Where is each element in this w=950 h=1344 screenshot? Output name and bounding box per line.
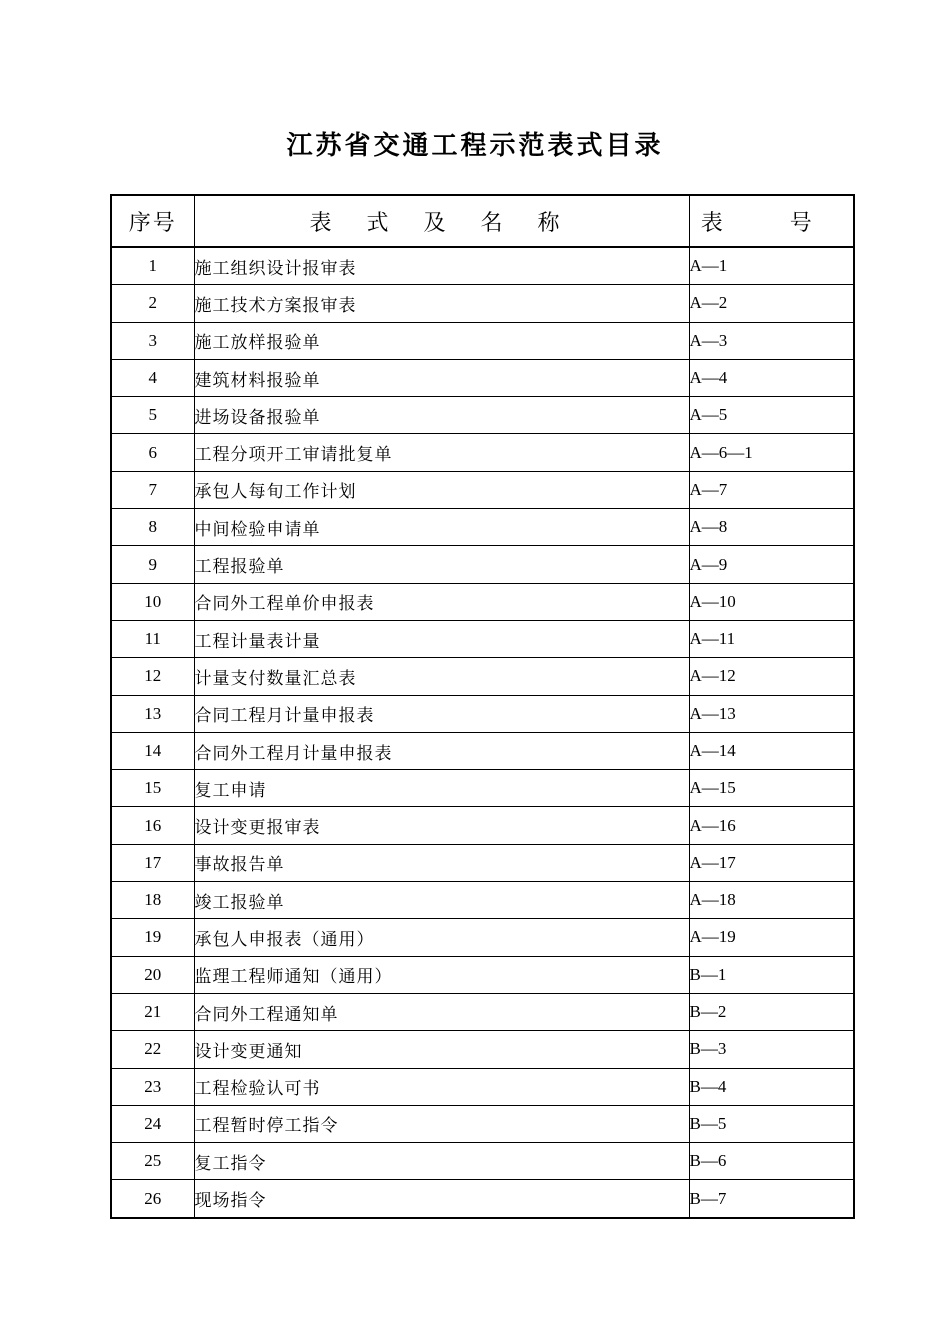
row-form-code: B—2	[689, 993, 854, 1030]
row-serial-number: 11	[111, 620, 194, 657]
row-serial-number: 2	[111, 285, 194, 322]
table-row	[111, 285, 854, 322]
row-form-name: 监理工程师通知（通用）	[194, 956, 689, 993]
table-row	[111, 397, 854, 434]
header-serial-number: 序号	[111, 195, 194, 247]
row-form-name: 施工技术方案报审表	[194, 285, 689, 322]
table-row	[111, 658, 854, 695]
row-serial-number: 26	[111, 1180, 194, 1218]
row-serial-number: 23	[111, 1068, 194, 1105]
row-form-code: A—10	[689, 583, 854, 620]
row-form-name: 合同外工程月计量申报表	[194, 732, 689, 769]
row-form-code: A—11	[689, 620, 854, 657]
table-row	[111, 359, 854, 396]
row-form-name: 复工申请	[194, 770, 689, 807]
table-row	[111, 1068, 854, 1105]
table-row	[111, 471, 854, 508]
row-form-code: A—4	[689, 359, 854, 396]
row-serial-number: 22	[111, 1031, 194, 1068]
row-form-name: 合同工程月计量申报表	[194, 695, 689, 732]
row-form-code: A—13	[689, 695, 854, 732]
table-row	[111, 620, 854, 657]
table-row	[111, 247, 854, 285]
header-form-code: 表 号	[689, 195, 854, 247]
row-form-code: A—5	[689, 397, 854, 434]
row-form-name: 工程暂时停工指令	[194, 1105, 689, 1142]
row-form-code: A—6—1	[689, 434, 854, 471]
row-serial-number: 21	[111, 993, 194, 1030]
row-form-code: B—7	[689, 1180, 854, 1218]
row-form-name: 现场指令	[194, 1180, 689, 1218]
form-catalog-table	[110, 194, 855, 1219]
row-form-name: 设计变更报审表	[194, 807, 689, 844]
row-form-name: 承包人申报表（通用）	[194, 919, 689, 956]
row-form-code: A—8	[689, 509, 854, 546]
row-serial-number: 20	[111, 956, 194, 993]
table-row	[111, 956, 854, 993]
row-form-name: 进场设备报验单	[194, 397, 689, 434]
table-row	[111, 732, 854, 769]
row-serial-number: 19	[111, 919, 194, 956]
table-row	[111, 1143, 854, 1180]
row-serial-number: 15	[111, 770, 194, 807]
table-row	[111, 1031, 854, 1068]
row-serial-number: 3	[111, 322, 194, 359]
row-form-code: A—14	[689, 732, 854, 769]
row-form-code: B—4	[689, 1068, 854, 1105]
row-form-name: 工程计量表计量	[194, 620, 689, 657]
row-serial-number: 1	[111, 247, 194, 285]
row-form-name: 建筑材料报验单	[194, 359, 689, 396]
row-form-name: 计量支付数量汇总表	[194, 658, 689, 695]
table-row	[111, 807, 854, 844]
row-form-name: 施工放样报验单	[194, 322, 689, 359]
row-serial-number: 16	[111, 807, 194, 844]
row-form-name: 施工组织设计报审表	[194, 247, 689, 285]
row-form-name: 工程报验单	[194, 546, 689, 583]
table-row	[111, 583, 854, 620]
row-serial-number: 17	[111, 844, 194, 881]
row-serial-number: 24	[111, 1105, 194, 1142]
row-serial-number: 12	[111, 658, 194, 695]
table-row	[111, 919, 854, 956]
row-serial-number: 8	[111, 509, 194, 546]
row-form-code: A—16	[689, 807, 854, 844]
row-form-name: 事故报告单	[194, 844, 689, 881]
table-row	[111, 1105, 854, 1142]
row-serial-number: 4	[111, 359, 194, 396]
table-row	[111, 882, 854, 919]
row-form-code: A—18	[689, 882, 854, 919]
row-form-code: A—7	[689, 471, 854, 508]
table-row	[111, 322, 854, 359]
row-serial-number: 5	[111, 397, 194, 434]
row-form-code: A—12	[689, 658, 854, 695]
row-form-name: 合同外工程通知单	[194, 993, 689, 1030]
table-row	[111, 844, 854, 881]
table-row	[111, 770, 854, 807]
row-form-name: 设计变更通知	[194, 1031, 689, 1068]
row-serial-number: 9	[111, 546, 194, 583]
table-row	[111, 546, 854, 583]
page-title: 江苏省交通工程示范表式目录	[286, 131, 664, 161]
row-form-code: A—15	[689, 770, 854, 807]
row-form-code: B—3	[689, 1031, 854, 1068]
table-header-row	[111, 195, 854, 247]
row-serial-number: 10	[111, 583, 194, 620]
row-serial-number: 25	[111, 1143, 194, 1180]
row-form-name: 工程分项开工审请批复单	[194, 434, 689, 471]
row-form-code: A—2	[689, 285, 854, 322]
table-row	[111, 993, 854, 1030]
row-form-code: B—5	[689, 1105, 854, 1142]
row-form-code: A—3	[689, 322, 854, 359]
table-row	[111, 509, 854, 546]
table-row	[111, 1180, 854, 1218]
row-serial-number: 7	[111, 471, 194, 508]
row-form-code: A—9	[689, 546, 854, 583]
row-form-name: 合同外工程单价申报表	[194, 583, 689, 620]
row-serial-number: 13	[111, 695, 194, 732]
row-form-name: 中间检验申请单	[194, 509, 689, 546]
table-row	[111, 695, 854, 732]
table-row	[111, 434, 854, 471]
row-serial-number: 6	[111, 434, 194, 471]
row-form-name: 复工指令	[194, 1143, 689, 1180]
row-form-code: B—1	[689, 956, 854, 993]
row-serial-number: 14	[111, 732, 194, 769]
row-form-name: 竣工报验单	[194, 882, 689, 919]
row-form-code: A—17	[689, 844, 854, 881]
row-form-code: A—1	[689, 247, 854, 285]
row-form-code: B—6	[689, 1143, 854, 1180]
row-form-code: A—19	[689, 919, 854, 956]
header-form-name: 表 式 及 名 称	[194, 195, 689, 247]
row-form-name: 工程检验认可书	[194, 1068, 689, 1105]
row-form-name: 承包人每旬工作计划	[194, 471, 689, 508]
row-serial-number: 18	[111, 882, 194, 919]
